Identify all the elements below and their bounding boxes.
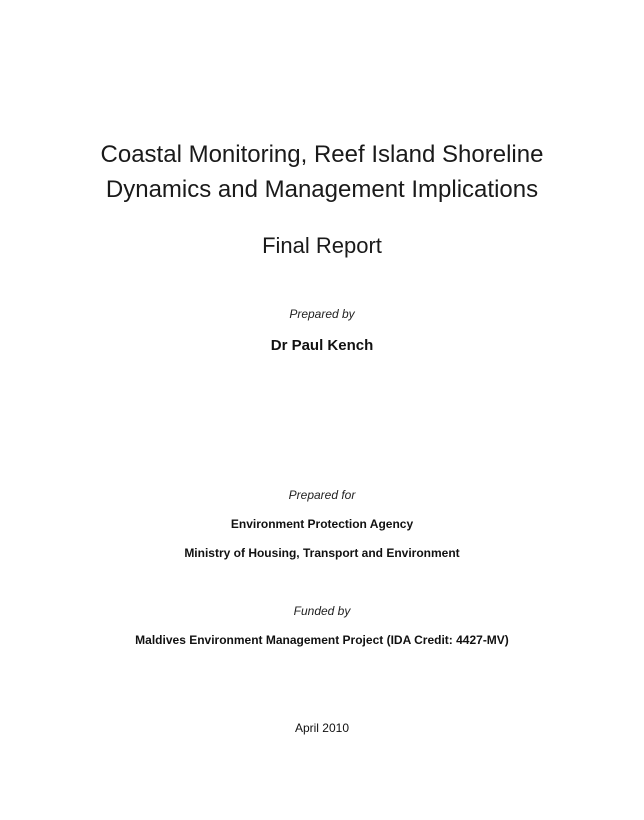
report-subtitle: Final Report	[262, 233, 382, 258]
report-title-line-1: Coastal Monitoring, Reef Island Shoreline	[100, 141, 544, 168]
prepared-for-label: Prepared for	[288, 488, 356, 502]
report-date: April 2010	[294, 721, 350, 735]
author-name: Dr Paul Kench	[270, 337, 374, 354]
funder-name: Maldives Environment Management Project (IDA Credit: 4427-MV)	[135, 633, 509, 647]
prepared-for-agency: Environment Protection Agency	[230, 517, 414, 531]
report-title-line-2: Dynamics and Management Implications	[105, 176, 539, 203]
funded-by-label: Funded by	[293, 604, 351, 618]
prepared-by-label: Prepared by	[289, 307, 355, 321]
prepared-for-ministry: Ministry of Housing, Transport and Environment	[184, 546, 460, 560]
